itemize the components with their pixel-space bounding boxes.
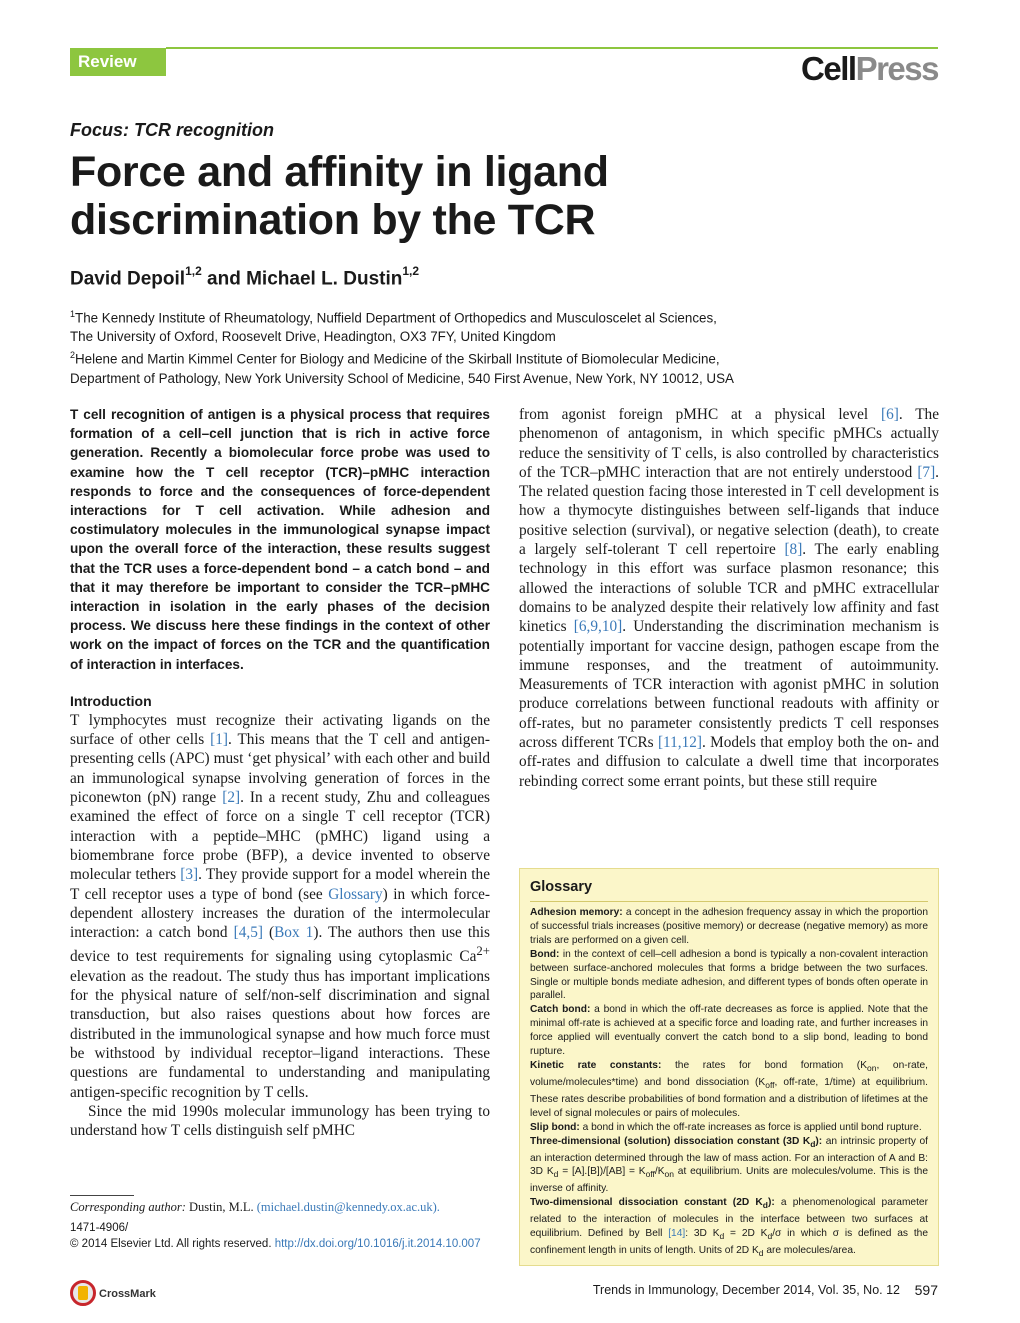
focus-label: Focus: TCR recognition — [70, 120, 274, 140]
crossmark-label[interactable]: CrossMark — [99, 1288, 156, 1300]
affiliations: $^1$The Kennedy Institute of Rheumatology, Nuffield Department of Orthopedics and Musculoscelet al Sciences, The University of Oxford, Roosevelt Drive, Headington, OX3 7FY, United Kingdom $^2$Helene and Martin Kimmel Center for Biology and Medicine of the Skirball Institute of Biomolecular Medicine, Department of Pathology, New York University School of Medicine, 540 First Avenue, New York, NY 10012, USA — [70, 309, 734, 386]
crossmark-icon[interactable] — [70, 1280, 96, 1306]
glossary-link[interactable]: Glossary — [328, 885, 383, 903]
header-rule — [166, 47, 938, 49]
citation-link[interactable]: [2] — [222, 789, 241, 807]
article-type-badge: Review — [70, 48, 166, 76]
citation-link[interactable]: [3] — [180, 866, 199, 884]
corresponding-author: Corresponding author: Dustin, M.L. (michael.dustin@kennedy.ox.ac.uk). — [70, 1200, 440, 1214]
copyright-line: © 2014 Elsevier Ltd. All rights reserved. http://dx.doi.org/10.1016/j.it.2014.10.007 — [70, 1238, 481, 1250]
citation-link[interactable]: [14] — [668, 1228, 686, 1240]
body-paragraph: T lymphocytes must recognize their activating ligands on the surface of other cells [1]. This means that the T cell and antigen-presenting cells (APC) must ‘get physical’ with each other and build an immunological synapse involving generation of forces in the piconewton (pN) range [2]. In a recent study, Zhu and colleagues examined the effect of force on a single T cell receptor (TCR) interaction with a peptide–MHC (pMHC) ligand using a biomembrane force probe (BFP), a device invented to observe molecular tethers [3]. They provide support for a model wherein the T cell receptor uses a type of bond (see Glossary) in which force-dependent allostery increases the duration of the intermolecular interaction: a catch bond [4,5] (Box 1). The authors then use this device to test requirements for signaling using cytoplasmic $Ca^{2+}$ elevation as the readout. The study thus has important implications for the physical nature of self/non-self discrimination and signal transduction, but also raises questions about how forces are distributed in the immunological synapse and how much force must be withstood by individual receptor–ligand interactions. These questions are fundamental to understanding and manipulating antigen-specific recognition by T cells. — [70, 711, 491, 1101]
journal-citation: Trends in Immunology, December 2014, Vol. 35, No. 12 — [592, 1283, 900, 1297]
glossary-entry: Two-dimensional dissociation constant (2D $K_d$): a phenomenological parameter related to the interaction of molecules in the interface between two surfaces at equilibrium. Defined by Bell [14]: 3D $K_d = 2D$ $K_d/\sigma$ in which σ is defined as the confinement length in units of length. Units of 2D $K_d$ are molecules/area. — [530, 1197, 928, 1259]
glossary-entry: Slip bond: a bond in which the off-rate increases as force is applied until bond rupture. — [530, 1121, 922, 1133]
publisher-logo: CellPress — [801, 50, 938, 87]
glossary-entry: Bond: in the context of cell–cell adhesion a bond is typically a non-covalent interaction between surface-anchored molecules that forms a bridge between the two surfaces. Single or multiple bonds mediate adhesion, and different types of bonds often operate in parallel. — [530, 948, 928, 1002]
article-title: Force and affinity in ligand discrimination by the TCR — [70, 148, 609, 244]
author-list: David Depoil$^{1,2}$ and Michael L. Dustin$^{1,2}$ — [70, 264, 420, 290]
footnote-divider — [70, 1195, 134, 1196]
left-column — [70, 405, 490, 1140]
citation-link[interactable]: [4,5] — [233, 924, 263, 942]
body-paragraph: from agonist foreign pMHC at a physical level [6]. The phenomenon of antagonism, in which specific pMHCs actually reduce the sensitivity of T cells, is also controlled by characteristics of the TCR–pMHC interaction that are not entirely understood [7]. The related question facing those interested in T cell development is how a thymocyte distinguishes between self-ligands that induce positive selection (survival), or negative selection (death), to create a largely self-tolerant T cell repertoire [8]. The early enabling technology in this effort was surface plasmon resonance; this allowed the interactions of soluble TCR and pMHC extracellular domains to be analyzed despite their relatively low affinity and fast kinetics [6,9,10]. Understanding the discrimination mechanism is potentially important for vaccine design, pathogen escape from the immune responses, and the treatment of autoimmunity. Measurements of TCR interaction with agonist pMHC in solution produce correlations between functional readouts with affinity or off-rates, but no parameter consistently predicts T cell responses across different TCRs [11,12]. Models that employ both the on- and off-rates and diffusion to calculate a dwell time that incorporates rebinding correct some errant points, but these still require — [519, 406, 940, 790]
glossary-entry: Adhesion memory: a concept in the adhesion frequency assay in which the proportion of successful trials increases (positive memory) or decrease (negative memory) as more trials are performed on a given cell. — [530, 907, 928, 946]
citation-link[interactable]: [1] — [210, 731, 228, 749]
author-name: David Depoil — [70, 268, 186, 290]
glossary-entry: Catch bond: a bond in which the off-rate decreases as force is applied. Note that the minimal off-rate is achieved at a specific force and loading rate, and further increases in force applied will eventually convert the catch bond to a slip bond, leading to bond rupture. — [530, 1004, 928, 1058]
citation-link[interactable]: [6] — [880, 406, 899, 423]
section-heading: Introduction — [70, 692, 152, 709]
box-link[interactable]: Box 1 — [274, 924, 314, 942]
glossary-box — [519, 868, 939, 1266]
body-paragraph: Since the mid 1990s molecular immunology has been trying to understand how T cells distinguish self pMHC — [70, 1102, 490, 1140]
abstract: T cell recognition of antigen is a physical process that requires formation of a cell–cell junction that is rich in active force generation. Recently a biomolecular force probe was used to examine how the T cell receptor (TCR)–pMHC interaction responds to force and the consequences of force-dependent interactions for T cell activation. While adhesion and costimulatory molecules in the immunological synapse impact upon the overall force of the interaction, these results suggest that the TCR uses a force-dependent bond – a catch bond – and that it may therefore be important to consider the TCR–pMHC interaction in isolation in the early phases of the decision process. We discuss here these findings in the context of other work on the impact of forces on the TCR and the quantification of interaction in interfaces. — [70, 407, 490, 672]
page-number: 597 — [914, 1282, 938, 1298]
issn: 1471-4906/ — [70, 1222, 129, 1234]
citation-link[interactable]: [8] — [784, 541, 803, 559]
citation-link[interactable]: [6,9,10] — [573, 618, 623, 636]
glossary-entry: Three-dimensional (solution) dissociation constant (3D $K_d$): an intrinsic property of an interaction determined through the law of mass action. For an interaction of A and B: 3D $K_d = [A].[B])/[AB] = K_{off}/K_{on}$ at equilibrium. Units are molecules/volume. This is the inverse of affinity. — [530, 1135, 928, 1195]
citation-link[interactable]: [7] — [917, 463, 936, 481]
glossary-title: Glossary — [530, 879, 593, 895]
glossary-divider — [530, 901, 928, 902]
right-column — [519, 405, 939, 791]
citation-link[interactable]: [11,12] — [657, 734, 702, 752]
glossary-entry: Kinetic rate constants: the rates for bond formation ($K_{on}$, on-rate, volume/molecules*time) and bond dissociation ($K_{off}$, off-rate, 1/time) at equilibrium. These rates describe probabilities of bond formation and a distribution of lifetimes at the level of signal molecules or pairs of molecules. — [530, 1059, 929, 1119]
author-name: Michael L. Dustin — [246, 268, 403, 290]
doi-link[interactable]: http://dx.doi.org/10.1016/j.it.2014.10.007 — [274, 1238, 481, 1250]
email-link[interactable]: (michael.dustin@kennedy.ox.ac.uk). — [256, 1200, 440, 1214]
